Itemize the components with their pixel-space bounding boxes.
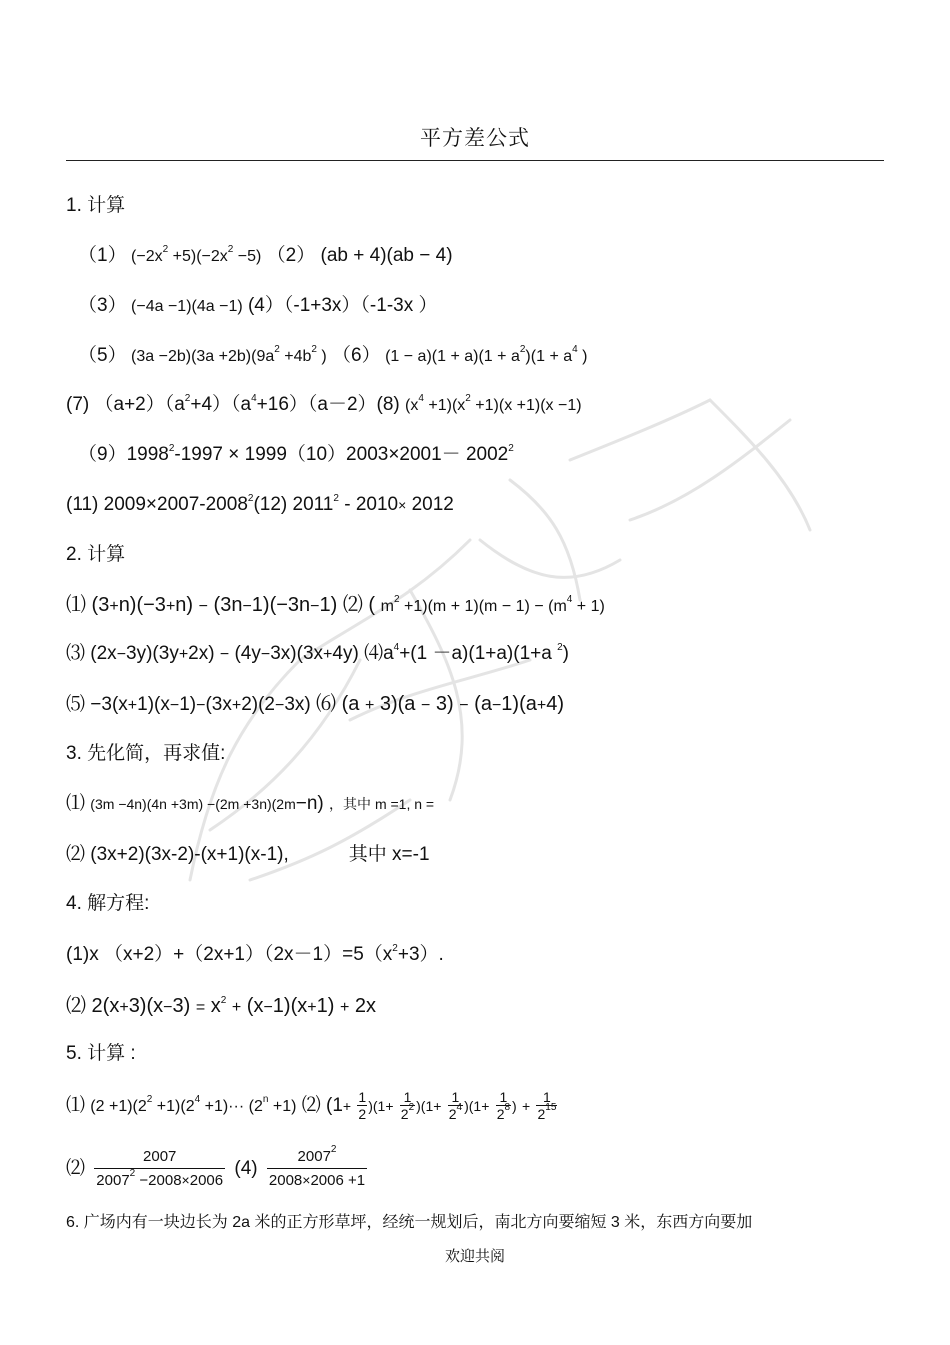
- section-4-heading: 4. 解方程:: [66, 893, 150, 914]
- section-3-heading: 3. 先化简，再求值:: [66, 743, 226, 764]
- problem-6-text: 6. 广场内有一块边长为 2a 米的正方形草坪，经统一规划后，南北方向要缩短 3 米，东西方向要加: [66, 1214, 753, 1231]
- problem-5-1-2: ⑴ $(2 +1)(2^2 +1)(2^4 +1)\cdot\cdot\cdot (2^n +1)$ ⑵ (1+ $\frac{1}{2}$ )(1+ $\frac{1}{2^2}$ )(1+ $\frac{1}{2^4}$ )(1+ $\frac{1}{2^8}$ ) + $\frac{1}{2^{15}}$: [66, 1089, 557, 1123]
- fraction: $\frac{2007^2}{2008\times 2006 +1}$: [268, 1143, 366, 1189]
- fraction: $\frac{2007}{2007^2 -2008\times 2006}$: [96, 1147, 224, 1189]
- fraction: $\frac{1}{2}$: [358, 1089, 367, 1123]
- section-5-heading: 5. 计算 :: [66, 1043, 136, 1064]
- fraction: $\frac{1}{2^2}$: [400, 1089, 415, 1123]
- problem-1-3-4: （3） (−4a −1)(4a −1) (4）（-1+3x）（-1-3x ）: [78, 295, 438, 316]
- problem-3-2: ⑵ (3x+2)(3x-2)-(x+1)(x-1), 其中 x=-1: [66, 844, 430, 865]
- problem-1-9-10: $(9)1998^2-1997 \times 1999(10)2003\times 2001- 2002^2$: [78, 443, 514, 465]
- problem-1-11-12: (11) $2009\times 2007-2008^2(12)$ 2011$^2$ - 2010× 2012: [66, 493, 454, 515]
- problem-4-2: ⑵ $2(x+3)(x-3) = x^2 + (x-1)(x+1) + 2x$: [66, 995, 376, 1017]
- problem-5-2-4: ⑵ $\frac{2007}{2007^2 -2008\times 2006}$ (4) $\frac{2007^2}{2008\times 2006 +1}$: [66, 1145, 371, 1193]
- problem-1-5-6: （5） $(3a -2b)(3a +2b)(9a^2 +4b^2$ ) （6） $(1 - a)(1 + a)(1 + a^2)(1 + a^4$ ): [78, 344, 588, 366]
- problem-1-1-2: （1） $(-2x^2 +5)(-2x^2 -5)$ （2） (ab + 4)(ab − 4): [78, 244, 453, 266]
- title-divider: [66, 160, 884, 161]
- footer-text: 欢迎共阅: [444, 1248, 505, 1265]
- page-title: 平方差公式: [420, 126, 530, 150]
- fraction: $\frac{1}{2^8}$: [496, 1089, 511, 1123]
- problem-2-3-4: ⑶ (2x−3y)(3y+2x) − (4y−3x)(3x+4y) $⑷a^4+(1 -a)(1+a)(1+a$ $^2$): [66, 642, 569, 664]
- section-1-heading: 1. 计算: [66, 195, 126, 216]
- problem-1-7-8: (7) $(a+2)(a^2+4)(a^4+16)(a-2)(8)$ $(x^4 +1)(x^2 +1)(x +1)(x -1)$: [66, 393, 582, 415]
- problem-2-5-6: ⑸ −3(x+1)(x−1)−(3x+2)(2−3x) ⑹ (a + 3)(a − 3) − (a−1)(a+4): [66, 693, 565, 715]
- problem-2-1-2: ⑴ (3+n)(−3+n) − (3n−1)(−3n−1) ⑵ ( $m^2 +1)(m + 1)(m - 1) - (m^4 + 1)$: [66, 594, 605, 616]
- fraction: $\frac{1}{2^4}$: [448, 1089, 463, 1123]
- problem-4-1: (1)x $(x+2)+(2x+1)(2x-1)=5(x^2+3)$.: [66, 943, 444, 965]
- problem-3-1: ⑴ (3m −4n)(4n +3m) −(2m +3n)(2m−n) ，其中 m =1, n =: [66, 793, 435, 814]
- section-2-heading: 2. 计算: [66, 544, 126, 565]
- fraction: $\frac{1}{2^{15}}$: [537, 1089, 557, 1123]
